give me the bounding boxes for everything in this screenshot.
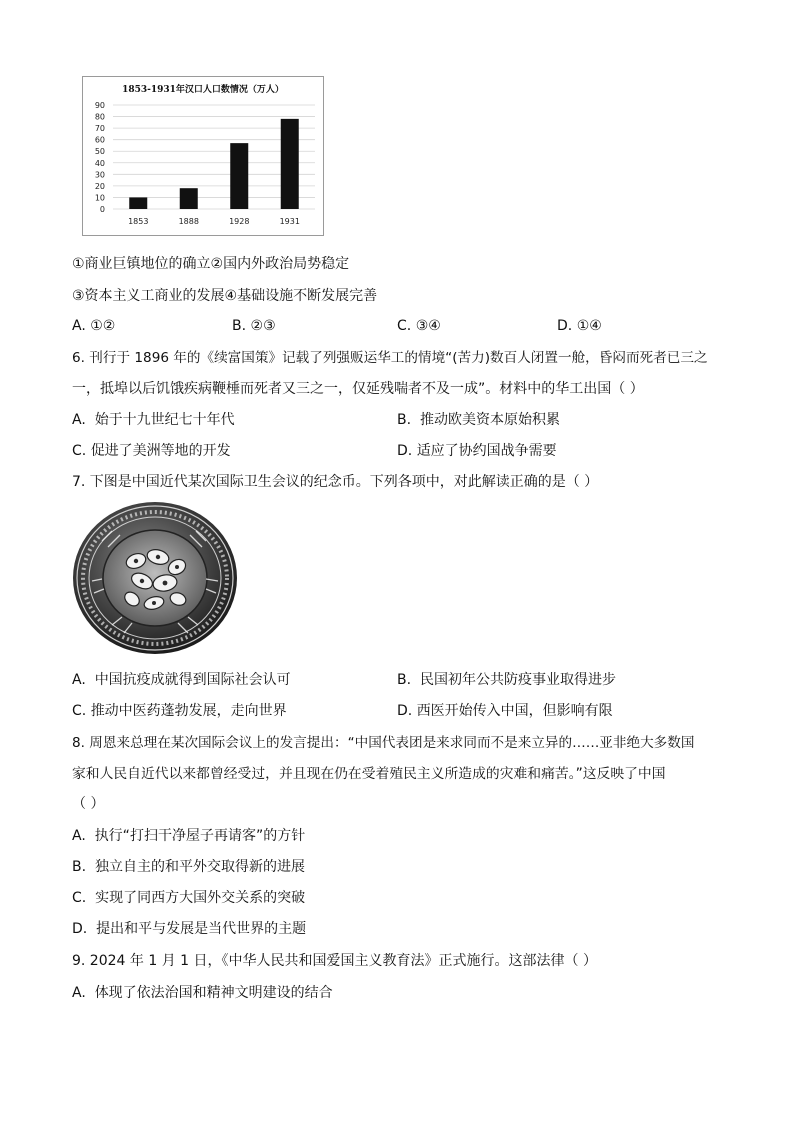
bar-1888 bbox=[180, 188, 198, 209]
population-bar-chart bbox=[82, 76, 324, 236]
q5-option-a[interactable]: A. ①② bbox=[72, 318, 116, 334]
y-tick-label: 10 bbox=[94, 193, 105, 203]
q8-stem-line-1: 8. 周恩来总理在某次国际会议上的发言提出：“中国代表团是来求同而不是来立异的……亚非绝大多数国 bbox=[72, 735, 695, 751]
q5-statement-2: ③资本主义工商业的发展④基础设施不断发展完善 bbox=[72, 288, 378, 304]
chart-canvas bbox=[83, 77, 323, 235]
q5-option-c[interactable]: C. ③④ bbox=[397, 318, 441, 334]
bar-1928 bbox=[230, 143, 248, 209]
y-tick-label: 30 bbox=[94, 170, 105, 180]
y-tick-label: 90 bbox=[94, 101, 105, 110]
q8-option-c[interactable]: C. 实现了同西方大国外交关系的突破 bbox=[72, 890, 306, 906]
q7-stem: 7. 下图是中国近代某次国际卫生会议的纪念币。下列各项中，对此解读正确的是（ ） bbox=[72, 474, 599, 490]
y-tick-label: 70 bbox=[94, 124, 105, 134]
q6-option-b[interactable]: B. 推动欧美资本原始积累 bbox=[397, 412, 560, 428]
x-tick-label: 1888 bbox=[178, 217, 199, 226]
q7-option-a[interactable]: A. 中国抗疫成就得到国际社会认可 bbox=[72, 672, 291, 688]
q5-statement-1: ①商业巨镇地位的确立②国内外政治局势稳定 bbox=[72, 256, 350, 272]
q6-stem-line-2: 一，抵埠以后饥饿疾病鞭棰而死者又三之一，仅延残喘者不及一成”。材料中的华工出国（ ） bbox=[72, 381, 644, 397]
y-tick-label: 60 bbox=[94, 135, 105, 145]
y-tick-label: 20 bbox=[94, 181, 105, 191]
q8-stem-line-2: 家和人民自近代以来都曾经受过，并且现在仍在受着殖民主义所造成的灾难和痛苦。”这反映了中国 bbox=[72, 766, 666, 782]
q5-option-d[interactable]: D. ①④ bbox=[557, 318, 602, 334]
q6-option-a[interactable]: A. 始于十九世纪七十年代 bbox=[72, 412, 235, 428]
q6-option-d[interactable]: D. 适应了协约国战争需要 bbox=[397, 443, 557, 459]
y-tick-label: 0 bbox=[99, 205, 105, 214]
q7-option-d[interactable]: D. 西医开始传入中国，但影响有限 bbox=[397, 703, 613, 719]
q5-option-b[interactable]: B. ②③ bbox=[232, 318, 276, 334]
x-tick-label: 1853 bbox=[128, 217, 149, 226]
bar-1931 bbox=[281, 119, 299, 209]
x-tick-label: 1928 bbox=[229, 217, 250, 226]
q8-option-a[interactable]: A. 执行“打扫干净屋子再请客”的方针 bbox=[72, 828, 306, 844]
y-tick-label: 50 bbox=[94, 147, 105, 157]
y-tick-label: 80 bbox=[94, 112, 105, 122]
chart-title: 1853-1931年汉口人口数情况（万人） bbox=[122, 85, 284, 95]
q7-option-b[interactable]: B. 民国初年公共防疫事业取得进步 bbox=[397, 672, 616, 688]
q6-stem-line-1: 6. 刊行于 1896 年的《续富国策》记载了列强贩运华工的情境“(苦力)数百人闭置一舱，昏闷而死者已三之 bbox=[72, 350, 708, 366]
q8-option-b[interactable]: B. 独立自主的和平外交取得新的进展 bbox=[72, 859, 305, 875]
q9-option-a[interactable]: A. 体现了依法治国和精神文明建设的结合 bbox=[72, 985, 333, 1001]
q8-option-d[interactable]: D. 提出和平与发展是当代世界的主题 bbox=[72, 921, 307, 937]
x-tick-label: 1931 bbox=[279, 217, 300, 226]
commemorative-coin-image bbox=[72, 501, 238, 655]
q6-option-c[interactable]: C. 促进了美洲等地的开发 bbox=[72, 443, 231, 459]
q7-option-c[interactable]: C. 推动中医药蓬勃发展，走向世界 bbox=[72, 703, 287, 719]
y-tick-label: 40 bbox=[94, 158, 105, 168]
q8-stem-line-3: （ ） bbox=[72, 796, 105, 812]
bar-1853 bbox=[129, 197, 147, 209]
q9-stem: 9. 2024 年 1 月 1 日，《中华人民共和国爱国主义教育法》正式施行。这部法律（ ） bbox=[72, 953, 597, 969]
